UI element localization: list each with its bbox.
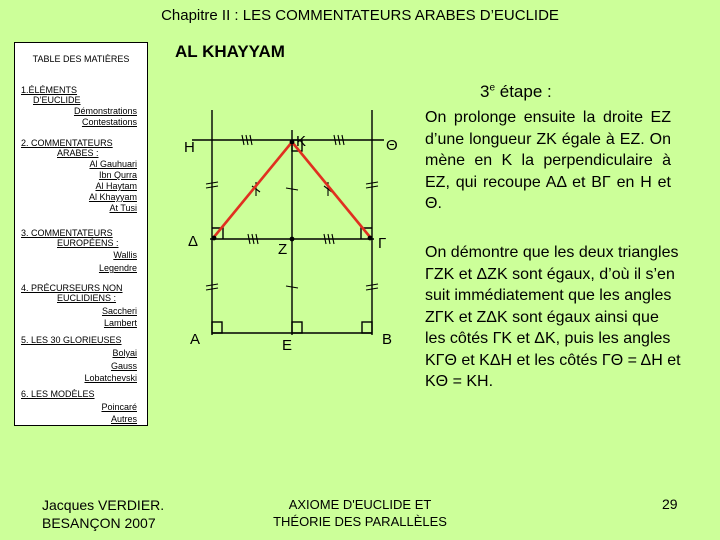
toc-item-legendre[interactable]: Legendre: [98, 263, 137, 273]
footer-title-line2: THÉORIE DES PARALLÈLES: [273, 514, 447, 529]
section-title: AL KHAYYAM: [175, 42, 285, 61]
label-z: Z: [278, 241, 288, 258]
toc-item-al-khayyam[interactable]: Al Khayyam: [88, 192, 137, 202]
toc-item-contestations[interactable]: Contestations: [81, 117, 137, 127]
label-theta: Θ: [386, 137, 398, 154]
toc-section-3-cont[interactable]: EUROPÉENS :: [57, 238, 119, 248]
toc-item-autres[interactable]: Autres: [110, 414, 137, 424]
footer-title: [240, 496, 480, 530]
paragraph-demonstration: On démontre que les deux triangles ΓZK et ΔZK sont égaux, d’où il s’en suit immédiatement que les angles ZΓK et ZΔK sont égaux ainsi que les côtés ΓK et ΔK, puis les angles KΓΘ et KΔH et les côtés ΓΘ = ΔH et KΘ = KH.: [425, 244, 681, 390]
right-angle-a: [212, 322, 222, 333]
step-suffix: e: [489, 82, 496, 94]
toc-section-5[interactable]: 5. LES 30 GLORIEUSES: [21, 335, 122, 345]
figure-lines: [192, 110, 387, 335]
footer-author-place: BESANÇON 2007: [42, 515, 156, 531]
toc-item-al-gauhuari[interactable]: Al Gauhuari: [89, 159, 137, 169]
table-of-contents: [14, 42, 148, 426]
label-h: H: [184, 139, 195, 156]
toc-heading: TABLE DES MATIÈRES: [32, 54, 130, 64]
toc-item-lambert[interactable]: Lambert: [103, 318, 137, 328]
figure-labels: [184, 133, 398, 354]
step-text: étape :: [495, 82, 552, 101]
toc-section-2[interactable]: 2. COMMENTATEURS: [21, 138, 113, 148]
label-gamma: Γ: [378, 235, 387, 252]
toc-section-4-cont[interactable]: EUCLIDIENS :: [57, 293, 117, 303]
toc-item-al-haytam[interactable]: Al Haytam: [95, 181, 137, 191]
geometry-figure: [172, 102, 422, 354]
paragraph-construction: On prolonge ensuite la droite EZ d’une longueur ZK égale à EZ. On mène en K la perpendiculaire à EZ, qui recoupe AΔ et BΓ en H et Θ.: [425, 109, 671, 212]
toc-item-at-tusi[interactable]: At Tusi: [109, 203, 137, 213]
toc-section-6[interactable]: 6. LES MODÈLES: [21, 389, 95, 399]
label-b: B: [382, 331, 393, 348]
footer-author: [42, 496, 164, 532]
toc-section-2-cont[interactable]: ARABES :: [57, 148, 99, 158]
footer-title-line1: AXIOME D'EUCLIDE ET: [288, 497, 432, 512]
right-angle-b: [362, 322, 372, 333]
segment-delta-k: [214, 142, 292, 237]
step-number: 3: [480, 82, 490, 101]
page-number: 29: [662, 496, 678, 512]
footer-author-name: Jacques VERDIER.: [42, 497, 165, 513]
segment-gamma-k: [292, 142, 370, 237]
label-delta: Δ: [188, 233, 199, 250]
label-k: K: [296, 133, 307, 150]
toc-section-1-cont[interactable]: D’EUCLIDE: [33, 95, 81, 105]
toc-item-wallis[interactable]: Wallis: [113, 250, 137, 260]
step-label: [480, 82, 552, 102]
toc-item-demonstrations[interactable]: Démonstrations: [73, 106, 137, 116]
chapter-title: Chapitre II : LES COMMENTATEURS ARABES D’EUCLIDE: [161, 7, 559, 24]
right-angle-e: [292, 322, 302, 333]
label-a: A: [190, 331, 201, 348]
toc-item-lobatchevski[interactable]: Lobatchevski: [84, 373, 137, 383]
toc-section-4[interactable]: 4. PRÉCURSEURS NON: [21, 283, 123, 293]
label-e: E: [282, 337, 293, 354]
toc-item-bolyai[interactable]: Bolyai: [112, 348, 137, 358]
toc-section-1[interactable]: 1.ÉLÉMENTS: [21, 85, 78, 95]
toc-section-3[interactable]: 3. COMMENTATEURS: [21, 228, 113, 238]
toc-item-ibn-qurra[interactable]: Ibn Qurra: [98, 170, 137, 180]
toc-item-poincare[interactable]: Poincaré: [101, 402, 137, 412]
toc-item-saccheri[interactable]: Saccheri: [101, 306, 137, 316]
toc-item-gauss[interactable]: Gauss: [110, 361, 137, 371]
